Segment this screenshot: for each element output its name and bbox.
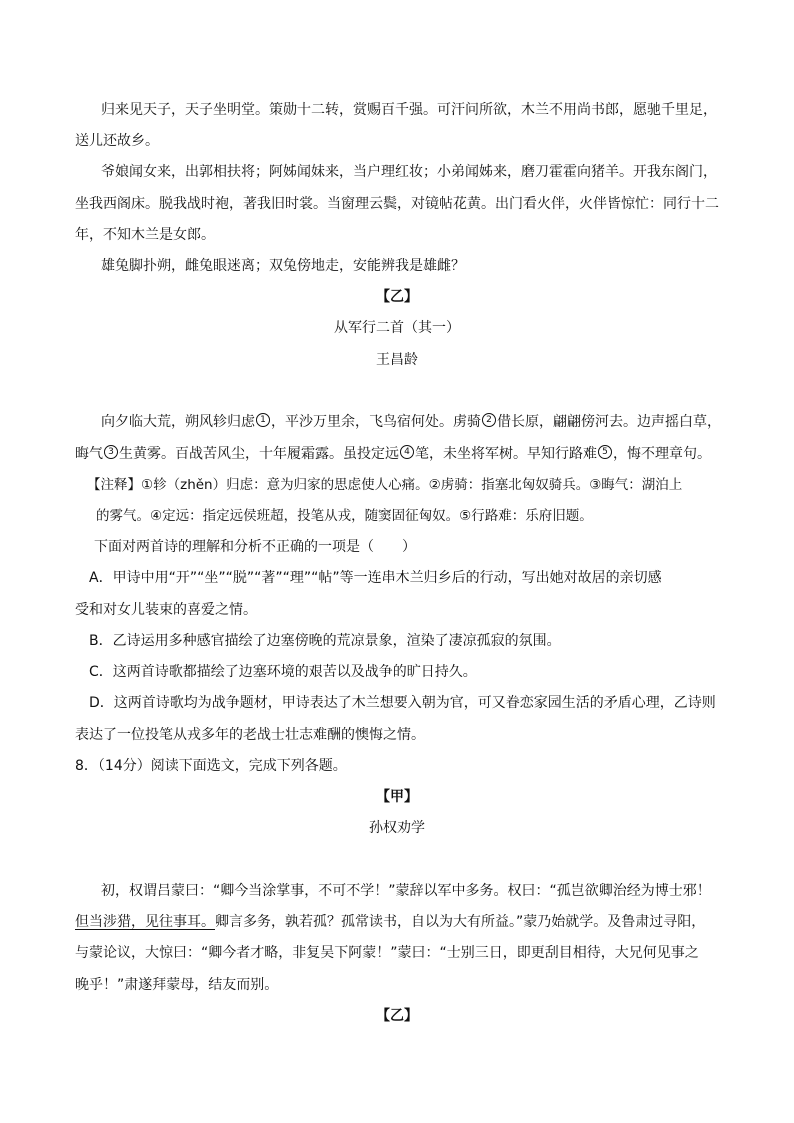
footnote-marker-3: 3: [104, 445, 118, 459]
poem-yi-line2-part-b: 生黄雾。百战苦风尘，十年履霜露。虽投定远: [119, 446, 399, 462]
poem-yi-line2-part-c: 笔，未坐将军树。早知行路难: [415, 446, 597, 462]
option-a-line1: A．甲诗中用“开”“坐”“脱”“著”“理”“帖”等一连串木兰归乡后的行动，写出她对故居的亲切感: [89, 570, 662, 586]
underlined-sentence: 但当涉猎，见往事耳。: [75, 914, 215, 930]
passage-line2-rest: 卿言多务，孰若孤？孤常读书，自以为大有所益。”蒙乃始就学。及鲁肃过寻阳，: [215, 914, 706, 930]
footnote-marker-4: 4: [400, 445, 414, 459]
passage-line4: 晚乎！”肃遂拜蒙母，结友而别。: [75, 977, 279, 993]
poem-jia-p1-line1: 归来见天子，天子坐明堂。策勋十二转，赏赐百千强。可汗问所欲，木兰不用尚书郎，愿驰千里足，: [101, 102, 717, 118]
poem-yi-author: 王昌龄: [376, 352, 418, 368]
footnote-marker-1: 1: [256, 413, 270, 427]
footnote-marker-5: 5: [598, 445, 612, 459]
poem-yi-line1-part-a: 向夕临大荒，朔风轸归虑: [101, 414, 255, 430]
poem-yi-line2-part-d: ，悔不理章句。: [613, 446, 711, 462]
poem-jia-p2-line3: 年，不知木兰是女郎。: [75, 227, 215, 243]
poem-yi-line2-part-a: 晦气: [75, 446, 103, 462]
section-tag-yi: 【乙】: [376, 289, 418, 305]
poem-jia-p2-line1: 爷娘闻女来，出郭相扶将；阿姊闻妹来，当户理红妆；小弟闻姊来，磨刀霍霍向猪羊。开我东阁门，: [101, 164, 717, 180]
section-tag-yi-2: 【乙】: [376, 1008, 418, 1024]
poem-yi-line1-part-b: ，平沙万里余，飞鸟宿何处。虏骑: [271, 414, 481, 430]
poem-yi-line1: [101, 413, 721, 431]
notes-line1: 【注释】①轸（zhěn）归虑：意为归家的思虑使人心痛。②虏骑：指塞北匈奴骑兵。③晦气：湖泊上: [87, 477, 683, 493]
poem-yi-line2: [75, 445, 711, 463]
option-a-line2: 受和对女儿装束的喜爱之情。: [75, 602, 257, 618]
passage-line3: 与蒙论议，大惊曰：“卿今者才略，非复吴下阿蒙！”蒙曰：“士别三日，即更刮目相待，大兄何见事之: [75, 945, 699, 961]
notes-line2: 的雾气。④定远：指定远侯班超，投笔从戎，随窦固征匈奴。⑤行路难：乐府旧题。: [96, 508, 593, 524]
poem-jia-p3: 雄兔脚扑朔，雌兔眼迷离；双兔傍地走，安能辨我是雄雌？: [101, 258, 465, 274]
option-d-line2: 表达了一位投笔从戎多年的老战士壮志难酬的懊悔之情。: [75, 727, 425, 743]
poem-yi-title: 从军行二首（其一）: [334, 320, 460, 336]
passage-line2: [75, 913, 705, 931]
option-b: B．乙诗运用多种感官描绘了边塞傍晚的荒凉景象，渲染了凄凉孤寂的氛围。: [89, 633, 561, 649]
passage-line1: 初，权谓吕蒙曰：“卿今当涂掌事，不可不学！”蒙辞以军中多务。权曰：“孤岂欲卿治经为博士邪！: [101, 883, 711, 899]
option-c: C．这两首诗歌都描绘了边塞环境的艰苦以及战争的旷日持久。: [89, 664, 477, 680]
option-d-line1: D．这两首诗歌均为战争题材，甲诗表达了木兰想要入朝为官，可又眷恋家园生活的矛盾心理，乙诗则: [89, 695, 716, 711]
poem-jia-p1-line2: 送儿还故乡。: [75, 133, 159, 149]
footnote-marker-2: 2: [482, 413, 496, 427]
passage-title: 孙权劝学: [369, 820, 425, 836]
question8-stem: 8．（14分）阅读下面选文，完成下列各题。: [75, 758, 347, 774]
question-stem: 下面对两首诗的理解和分析不正确的一项是（ ）: [94, 539, 416, 555]
poem-jia-p2-line2: 坐我西阁床。脱我战时袍，著我旧时裳。当窗理云鬓，对镜帖花黄。出门看火伴，火伴皆惊忙：同行十二: [75, 196, 719, 212]
poem-yi-line1-part-c: 借长原，翩翩傍河去。边声摇白草，: [497, 414, 721, 430]
section-tag-jia: 【甲】: [376, 789, 418, 805]
